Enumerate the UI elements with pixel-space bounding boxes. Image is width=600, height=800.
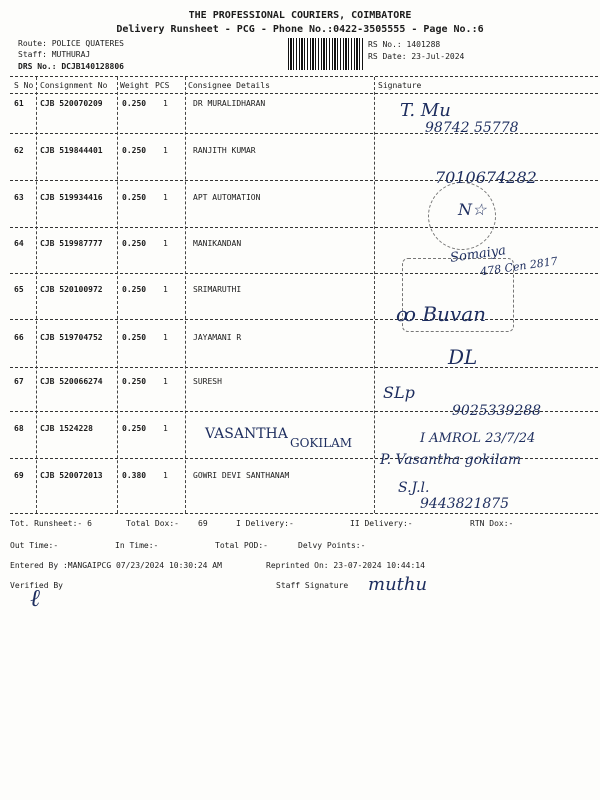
verified-by: Verified By xyxy=(10,581,63,590)
row-pcs: 1 xyxy=(163,239,168,248)
handwritten-phone: 7010674282 xyxy=(435,168,537,187)
handwritten-signature: N☆ xyxy=(458,200,487,219)
handwritten-consignee: VASANTHA xyxy=(205,426,288,442)
col-weight: Weight xyxy=(120,81,149,90)
footer-rule xyxy=(10,513,598,514)
row-weight: 0.250 xyxy=(122,333,147,342)
barcode xyxy=(288,38,363,70)
row-sno: 69 xyxy=(14,471,24,480)
row-consignment: CJB 520066274 xyxy=(40,377,103,386)
col-signature: Signature xyxy=(378,81,422,90)
row-consignment: CJB 520070209 xyxy=(40,99,103,108)
row-sno: 62 xyxy=(14,146,24,155)
i-delivery: I Delivery:- xyxy=(236,519,294,528)
row-weight: 0.250 xyxy=(122,424,147,433)
rtn-dox: RTN Dox:- xyxy=(470,519,514,528)
header-rule-bottom xyxy=(10,93,598,94)
row-pcs: 1 xyxy=(163,193,168,202)
row-weight: 0.250 xyxy=(122,146,147,155)
header-rule-top xyxy=(10,76,598,77)
row-pcs: 1 xyxy=(163,333,168,342)
ii-delivery: II Delivery:- xyxy=(350,519,413,528)
row-divider xyxy=(10,227,598,228)
drs-number: DRS No.: DCJB140128806 xyxy=(18,62,124,71)
reprinted-on: Reprinted On: 23-07-2024 10:44:14 xyxy=(266,561,425,570)
row-consignee: MANIKANDAN xyxy=(193,239,242,248)
rs-number: RS No.: 1401288 xyxy=(368,40,441,49)
handwritten-name: P. Vasantha gokilam xyxy=(380,452,522,468)
row-sno: 65 xyxy=(14,285,24,294)
row-pcs: 1 xyxy=(163,285,168,294)
row-weight: 0.250 xyxy=(122,239,147,248)
row-consignee: DR MURALIDHARAN xyxy=(193,99,266,108)
handwritten-consignee: GOKILAM xyxy=(290,436,353,450)
total-pod: Total POD:- xyxy=(215,541,268,550)
row-consignment: CJB 1524228 xyxy=(40,424,93,433)
handwritten-note: I AMROL 23/7/24 xyxy=(420,431,536,446)
row-pcs: 1 xyxy=(163,377,168,386)
row-divider xyxy=(10,367,598,368)
col-divider xyxy=(185,77,186,513)
row-pcs: 1 xyxy=(163,471,168,480)
row-consignment: CJB 519704752 xyxy=(40,333,103,342)
staff-signature: muthu xyxy=(368,574,428,595)
route-label: Route: POLICE QUATERES xyxy=(18,39,124,48)
row-pcs: 1 xyxy=(163,146,168,155)
handwritten-signature: S.J.l. xyxy=(398,480,430,496)
row-sno: 64 xyxy=(14,239,24,248)
row-consignment: CJB 519934416 xyxy=(40,193,103,202)
verifier-mark: ℓ xyxy=(30,584,40,612)
row-consignee: SRIMARUTHI xyxy=(193,285,242,294)
row-weight: 0.380 xyxy=(122,471,147,480)
rs-date: RS Date: 23-Jul-2024 xyxy=(368,52,465,61)
tot-runsheet: Tot. Runsheet:- 6 xyxy=(10,519,92,528)
row-weight: 0.250 xyxy=(122,193,147,202)
delvy-points: Delvy Points:- xyxy=(298,541,366,550)
staff-label: Staff: MUTHURAJ xyxy=(18,50,91,59)
handwritten-phone: 9443821875 xyxy=(420,496,510,512)
col-divider xyxy=(36,77,37,513)
col-divider xyxy=(117,77,118,513)
runsheet-subtitle: Delivery Runsheet - PCG - Phone No.:0422-3505555 - Page No.:6 xyxy=(116,24,484,35)
handwritten-signature: DL xyxy=(448,345,478,369)
col-pcs: PCS xyxy=(155,81,170,90)
row-weight: 0.250 xyxy=(122,377,147,386)
handwritten-name: Somaiya xyxy=(449,243,507,266)
row-pcs: 1 xyxy=(163,424,168,433)
row-sno: 61 xyxy=(14,99,24,108)
col-consignment: Consignment No xyxy=(40,81,108,90)
row-sno: 63 xyxy=(14,193,24,202)
handwritten-note: 478 Cen 2817 xyxy=(479,254,559,279)
row-consignment: CJB 520072013 xyxy=(40,471,103,480)
row-sno: 66 xyxy=(14,333,24,342)
row-consignee: RANJITH KUMAR xyxy=(193,146,256,155)
company-title: THE PROFESSIONAL COURIERS, COIMBATORE xyxy=(188,10,412,21)
row-sno: 67 xyxy=(14,377,24,386)
handwritten-phone: 98742 55778 xyxy=(425,120,519,136)
col-divider xyxy=(374,77,375,513)
row-consignment: CJB 519987777 xyxy=(40,239,103,248)
row-consignment: CJB 519844401 xyxy=(40,146,103,155)
total-dox-label: Total Dox:- xyxy=(126,519,179,528)
row-consignee: GOWRI DEVI SANTHANAM xyxy=(193,471,290,480)
row-weight: 0.250 xyxy=(122,99,147,108)
handwritten-signature: T. Mu xyxy=(400,100,451,121)
row-weight: 0.250 xyxy=(122,285,147,294)
row-consignee: JAYAMANI R xyxy=(193,333,242,342)
staff-signature-label: Staff Signature xyxy=(276,581,349,590)
out-time: Out Time:- xyxy=(10,541,59,550)
entered-by: Entered By :MANGAIPCG 07/23/2024 10:30:24 AM xyxy=(10,561,222,570)
handwritten-signature: SLp xyxy=(383,383,415,402)
col-sno: S No xyxy=(14,81,34,90)
row-consignee: SURESH xyxy=(193,377,222,386)
total-dox-value: 69 xyxy=(198,519,208,528)
col-consignee: Consignee Details xyxy=(188,81,270,90)
in-time: In Time:- xyxy=(115,541,159,550)
handwritten-phone: 9025339288 xyxy=(452,403,542,419)
row-sno: 68 xyxy=(14,424,24,433)
row-consignment: CJB 520100972 xyxy=(40,285,103,294)
handwritten-signature: ꝏ Buvan xyxy=(396,302,487,326)
row-consignee: APT AUTOMATION xyxy=(193,193,261,202)
row-pcs: 1 xyxy=(163,99,168,108)
